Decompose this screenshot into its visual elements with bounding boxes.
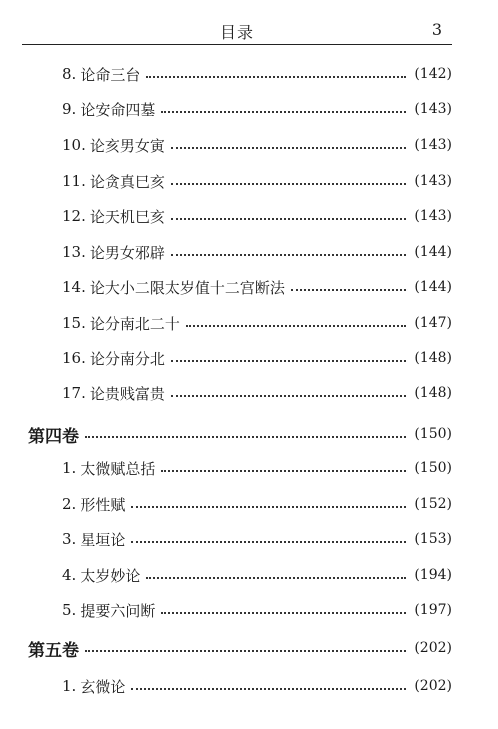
entry-page: (150): [414, 460, 452, 476]
toc-entry[interactable]: [62, 62, 452, 86]
entry-number: 3.: [62, 530, 77, 548]
entry-number: 13.: [62, 243, 86, 261]
entry-title: 星垣论: [80, 530, 126, 549]
entry-page: (143): [414, 101, 452, 117]
toc-entry[interactable]: [62, 527, 452, 551]
toc-entry[interactable]: [62, 346, 452, 370]
dot-leader: [171, 146, 406, 149]
dot-leader: [171, 394, 406, 397]
entry-page: (144): [414, 279, 452, 295]
entry-page: (150): [414, 426, 452, 442]
toc-volume-heading[interactable]: [28, 422, 452, 446]
entry-page: (143): [414, 137, 452, 153]
toc-volume-heading[interactable]: [28, 636, 452, 660]
dot-leader: [131, 505, 406, 508]
entry-title: 论天机巳亥: [89, 207, 165, 226]
dot-leader: [161, 611, 406, 614]
entry-number: 11.: [62, 172, 86, 190]
entry-number: 1.: [62, 459, 77, 477]
dot-leader: [85, 435, 406, 438]
entry-number: 4.: [62, 566, 77, 584]
toc-entry[interactable]: [62, 97, 452, 121]
entry-number: 16.: [62, 349, 86, 367]
toc-entry[interactable]: [62, 240, 452, 264]
toc-entry[interactable]: [62, 311, 452, 335]
entry-number: 8.: [62, 65, 77, 83]
entry-title: 论男女邪辟: [89, 243, 165, 262]
dot-leader: [171, 217, 406, 220]
entry-page: (152): [414, 496, 452, 512]
entry-number: 9.: [62, 100, 77, 118]
dot-leader: [146, 75, 406, 78]
dot-leader: [171, 253, 406, 256]
entry-title: 太岁妙论: [80, 566, 141, 585]
entry-page: (143): [414, 208, 452, 224]
dot-leader: [131, 687, 406, 690]
entry-title: 论命三台: [80, 65, 141, 84]
entry-title: 提要六问断: [80, 601, 156, 620]
dot-leader: [85, 649, 406, 652]
dot-leader: [161, 110, 406, 113]
entry-page: (153): [414, 531, 452, 547]
entry-number: 17.: [62, 384, 86, 402]
entry-page: (194): [414, 567, 452, 583]
toc-entry[interactable]: [62, 674, 452, 698]
toc-entry[interactable]: [62, 563, 452, 587]
entry-title: 论贵贱富贵: [89, 384, 165, 403]
entry-title: 论大小二限太岁值十二宫断法: [89, 278, 285, 297]
dot-leader: [171, 359, 406, 362]
toc-entry[interactable]: [62, 204, 452, 228]
toc-entry[interactable]: [62, 598, 452, 622]
entry-page: (144): [414, 244, 452, 260]
entry-title: 论安命四墓: [80, 100, 156, 119]
entry-number: 12.: [62, 207, 86, 225]
volume-title: 第五卷: [28, 640, 79, 661]
entry-number: 15.: [62, 314, 86, 332]
entry-title: 论分南北二十: [89, 314, 180, 333]
toc-entry[interactable]: [62, 381, 452, 405]
dot-leader: [291, 288, 406, 291]
entry-number: 14.: [62, 278, 86, 296]
entry-page: (143): [414, 173, 452, 189]
entry-title: 论亥男女寅: [89, 136, 165, 155]
toc-entry[interactable]: [62, 275, 452, 299]
dot-leader: [131, 540, 406, 543]
entry-page: (147): [414, 315, 452, 331]
entry-page: (142): [414, 66, 452, 82]
entry-title: 太微赋总括: [80, 459, 156, 478]
toc-entry[interactable]: [62, 169, 452, 193]
toc-entry[interactable]: [62, 133, 452, 157]
dot-leader: [161, 469, 406, 472]
entry-number: 10.: [62, 136, 86, 154]
entry-title: 玄微论: [80, 677, 126, 696]
entry-page: (197): [414, 602, 452, 618]
entry-title: 形性赋: [80, 495, 126, 514]
entry-title: 论贪真巳亥: [89, 172, 165, 191]
entry-page: (202): [414, 678, 452, 694]
volume-title: 第四卷: [28, 426, 79, 447]
entry-number: 5.: [62, 601, 77, 619]
entry-number: 1.: [62, 677, 77, 695]
toc-entry[interactable]: [62, 456, 452, 480]
entry-page: (148): [414, 350, 452, 366]
toc-entry[interactable]: [62, 492, 452, 516]
dot-leader: [171, 182, 406, 185]
dot-leader: [146, 576, 406, 579]
header-page-number: 3: [431, 20, 442, 39]
entry-page: (148): [414, 385, 452, 401]
dot-leader: [186, 324, 406, 327]
header-title: 目录: [219, 23, 254, 42]
entry-title: 论分南分北: [89, 349, 165, 368]
entry-page: (202): [414, 640, 452, 656]
entry-number: 2.: [62, 495, 77, 513]
